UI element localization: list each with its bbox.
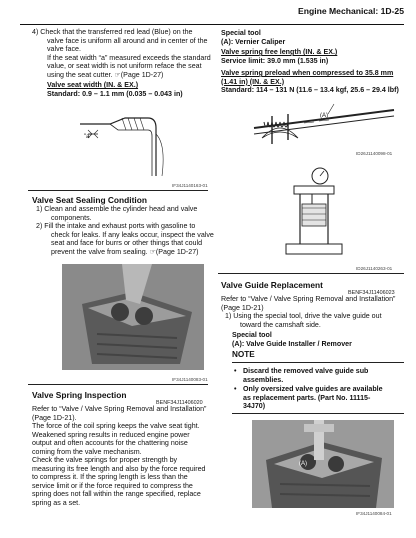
sealing-step-2-line-3: seat and face for burrs or other things that could — [51, 239, 203, 247]
note-item-1-line-2: assemblies. — [243, 375, 284, 384]
step-4-line-1: 4) Check that the transferred red lead (Blue) on the — [32, 28, 193, 36]
sealing-step-1-line-1: 1) Clean and assemble the cylinder head and valve — [36, 205, 198, 213]
section-divider — [28, 190, 208, 191]
section-divider — [218, 273, 404, 274]
note-bullet-2: • — [234, 385, 237, 393]
page-header-title: Engine Mechanical: 1D-25 — [297, 6, 404, 16]
spring-inspection-ref: BENF34J11406020 — [156, 400, 203, 406]
spring-text-line-5: output and often accounts for the chattering noise — [32, 439, 188, 447]
note-title: NOTE — [232, 350, 255, 359]
header-rule — [20, 24, 404, 25]
spring-text-line-8: measuring its free length and also by the force required — [32, 464, 206, 473]
seat-width-label: "a" — [84, 134, 92, 140]
spring-text-line-4: Weakened spring results in reduced engine power — [32, 430, 190, 439]
step-4-line-4: If the seat width “a” measured exceeds the standard — [47, 53, 211, 62]
step-4-line-5: value, or seat width is not uniform reface the seat — [47, 62, 202, 70]
special-tool-vernier: (A): Vernier Caliper — [221, 37, 286, 46]
step-4-line-2: valve face is uniform all around and in center of the — [47, 36, 208, 45]
note-top-rule — [232, 362, 404, 363]
caliper-label-a: (A) — [320, 113, 328, 119]
figure-5-caption: IF34J1140084-01 — [356, 511, 392, 516]
sealing-step-2-line-2: check for leaks. If any leaks occur, inspect the valve — [51, 230, 214, 239]
note-bullet-1: • — [234, 367, 237, 375]
spring-text-line-6: coming from the valve mechanism. — [32, 447, 142, 456]
guide-text-line-2: (Page 1D-21) — [221, 303, 264, 312]
spring-text-line-1: Refer to “Valve / Valve Spring Removal and Installation” — [32, 405, 207, 413]
sealing-heading: Valve Seat Sealing Condition — [32, 195, 147, 205]
spring-tester-diagram — [278, 164, 348, 258]
sealing-step-2-line-4: prevent the valve from sealing. ☞(Page 1D-27) — [51, 247, 199, 256]
spring-text-line-11: spring does not fall within the range specified, replace — [32, 490, 201, 498]
guide-tool-label-a: (A) — [299, 461, 307, 467]
figure-3-caption: ID26J1140098-01 — [356, 151, 393, 156]
section-divider — [28, 384, 208, 385]
note-item-2-line-2: as replacement parts. (Part No. 11115- — [243, 393, 371, 402]
spring-text-line-3: The force of the coil spring keeps the valve seat tight. — [32, 422, 200, 430]
spring-text-line-7: Check the valve springs for proper strength by — [32, 456, 178, 464]
seat-width-spec-value: Standard: 0.9 – 1.1 mm (0.035 – 0.043 in) — [47, 89, 183, 98]
figure-1-caption: IF34J1140163-01 — [172, 183, 208, 188]
vernier-caliper-diagram — [244, 98, 404, 146]
spring-text-line-2: (Page 1D-21). — [32, 413, 77, 422]
free-length-value: Service limit: 39.0 mm (1.535 in) — [221, 56, 329, 65]
special-tool-label: Special tool — [221, 29, 261, 37]
valve-guide-removal-photo — [252, 420, 394, 508]
sealing-step-1-line-2: components. — [51, 213, 92, 222]
note-item-1-line-1: Discard the removed valve guide sub — [243, 367, 369, 375]
page-header — [20, 4, 404, 20]
guide-step-1-line-1: 1) Using the special tool, drive the valve guide out — [225, 312, 382, 320]
sealing-step-2-line-1: 2) Fill the intake and exhaust ports with gasoline to — [36, 222, 196, 230]
guide-step-1-line-2: toward the camshaft side. — [240, 320, 321, 329]
step-4-line-3: valve face. — [47, 45, 81, 53]
spring-text-line-9: to compress it. If the spring length is less than the — [32, 473, 188, 481]
guide-special-tool: (A): Valve Guide Installer / Remover — [232, 339, 352, 348]
preload-value: Standard: 114 – 131 N (11.6 – 13.4 kgf, 25.6 – 29.4 lbf) — [221, 86, 399, 94]
guide-replacement-ref: BENF34J11406023 — [348, 290, 395, 296]
guide-replacement-heading: Valve Guide Replacement — [221, 280, 323, 290]
spring-inspection-heading: Valve Spring Inspection — [32, 390, 127, 400]
preload-title-line-2: (1.41 in) (IN. & EX.) — [221, 77, 285, 86]
figure-4-caption: ID26J1140263-01 — [356, 266, 393, 271]
note-bottom-rule — [232, 413, 404, 414]
spring-text-line-12: spring as a set. — [32, 498, 81, 507]
guide-text-line-1: Refer to “Valve / Valve Spring Removal and Installation” — [221, 295, 396, 303]
cylinder-head-photo — [62, 264, 204, 370]
figure-2-caption: IF34J1140083-01 — [172, 377, 208, 382]
spring-text-line-10: service limit or if the force required to compress the — [32, 481, 193, 490]
seat-width-spec-title: Valve seat width (IN. & EX.) — [47, 81, 139, 89]
free-length-title: Valve spring free length (IN. & EX.) — [221, 48, 338, 56]
step-4-line-6: using the seat cutter. ☞(Page 1D-27) — [47, 70, 164, 79]
preload-title-line-1: Valve spring preload when compressed to 35.8 mm — [221, 69, 394, 77]
guide-special-tool-label: Special tool — [232, 331, 272, 339]
note-item-2-line-3: 34J70) — [243, 402, 266, 410]
note-item-2-line-1: Only oversized valve guides are available — [243, 385, 383, 393]
